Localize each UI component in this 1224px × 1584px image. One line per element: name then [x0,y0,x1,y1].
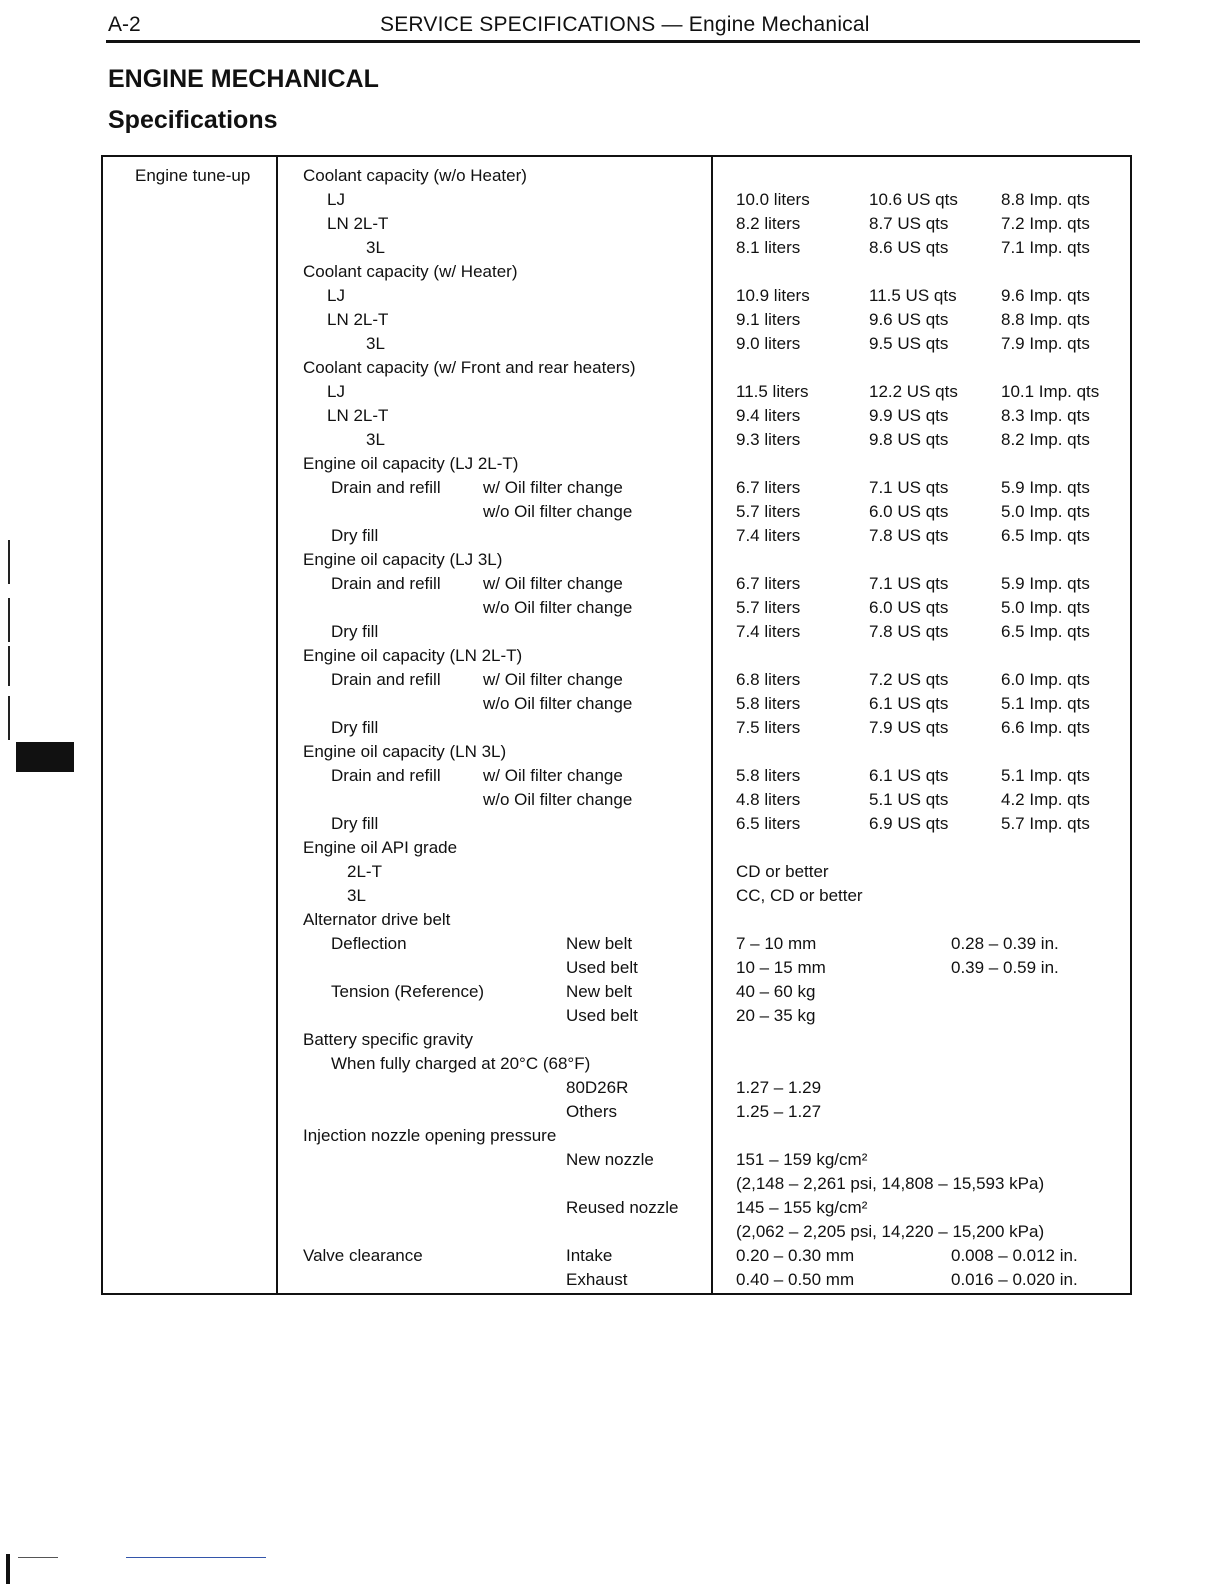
row-description: Engine oil capacity (LN 2L-T) [303,646,523,665]
row-value-metric: 5.8 liters [736,694,801,713]
row-subitem: 3L [347,886,366,905]
row-value-us: 12.2 US qts [869,382,958,401]
table-row [103,524,1130,548]
table-row [103,1124,1130,1148]
row-subitem: LN 2L-T [327,406,389,425]
table-row [103,620,1130,644]
row-value-imperial: 5.1 Imp. qts [1001,766,1090,785]
footer-mark [6,1554,10,1584]
row-description: Coolant capacity (w/ Front and rear heaters) [303,358,636,377]
table-row [103,1100,1130,1124]
row-subitem: 3L [366,430,385,449]
row-value-imperial: 4.2 Imp. qts [1001,790,1090,809]
row-value-imperial: 6.6 Imp. qts [1001,718,1090,737]
row-description: Engine oil capacity (LJ 3L) [303,550,503,569]
row-subitem: Drain and refill [331,574,441,593]
table-row [103,380,1130,404]
row-value-metric: 9.1 liters [736,310,801,329]
sub-title: Specifications [108,106,278,134]
row-value-us: 8.6 US qts [869,238,949,257]
row-subitem: Tension (Reference) [331,982,485,1001]
table-row [103,956,1130,980]
row-value-imperial: 7.1 Imp. qts [1001,238,1090,257]
row-value-inches: 0.28 – 0.39 in. [951,934,1059,953]
table-row [103,332,1130,356]
footer-rule [126,1557,266,1558]
row-note: w/o Oil filter change [483,502,633,521]
row-value-us: 7.8 US qts [869,622,949,641]
row-note: w/o Oil filter change [483,694,633,713]
row-description: Engine oil capacity (LJ 2L-T) [303,454,519,473]
row-value-metric: 6.7 liters [736,574,801,593]
row-value-metric: 8.2 liters [736,214,801,233]
margin-mark [16,742,74,772]
row-note: w/o Oil filter change [483,790,633,809]
row-subitem: Drain and refill [331,670,441,689]
row-value-us: 9.9 US qts [869,406,949,425]
table-row [103,1028,1130,1052]
row-condition: Used belt [566,1006,638,1025]
row-subitem: Drain and refill [331,478,441,497]
row-value-imperial: 8.2 Imp. qts [1001,430,1090,449]
row-value-us: 6.9 US qts [869,814,949,833]
footer-dash [18,1557,58,1558]
row-value-us: 7.9 US qts [869,718,949,737]
row-subitem: LN 2L-T [327,214,389,233]
row-value-inches: 0.016 – 0.020 in. [951,1270,1078,1289]
table-row [103,860,1130,884]
row-value-metric: 145 – 155 kg/cm² [736,1198,868,1217]
table-row [103,908,1130,932]
row-value-metric: 1.27 – 1.29 [736,1078,822,1097]
row-note: w/o Oil filter change [483,598,633,617]
table-row [103,260,1130,284]
row-description: Injection nozzle opening pressure [303,1126,557,1145]
table-row [103,788,1130,812]
row-value-imperial: 8.8 Imp. qts [1001,310,1090,329]
row-value-metric: 7.5 liters [736,718,801,737]
row-value-metric: 5.7 liters [736,502,801,521]
row-value-inches: 0.008 – 0.012 in. [951,1246,1078,1265]
table-row [103,1148,1130,1172]
row-subitem: 3L [366,238,385,257]
row-value-metric: 6.8 liters [736,670,801,689]
row-subitem: Dry fill [331,718,379,737]
row-subitem: Dry fill [331,526,379,545]
table-row [103,1172,1130,1196]
table-row [103,476,1130,500]
row-value-us: 7.8 US qts [869,526,949,545]
row-subitem: Deflection [331,934,407,953]
page-number: A-2 [108,13,141,36]
row-note: w/ Oil filter change [483,574,623,593]
table-row [103,356,1130,380]
row-value-metric: 10.9 liters [736,286,810,305]
row-value-imperial: 6.5 Imp. qts [1001,622,1090,641]
row-condition: Used belt [566,958,638,977]
row-value-imperial: 8.8 Imp. qts [1001,190,1090,209]
row-value-metric: 7.4 liters [736,622,801,641]
row-value-imperial: 10.1 Imp. qts [1001,382,1100,401]
row-value-imperial: 7.9 Imp. qts [1001,334,1090,353]
section-title: ENGINE MECHANICAL [108,65,379,93]
row-value-metric: 10 – 15 mm [736,958,826,977]
row-subitem: 3L [366,334,385,353]
row-value-us: 10.6 US qts [869,190,958,209]
table-row [103,212,1130,236]
row-value-metric: 5.8 liters [736,766,801,785]
header-rule [106,40,1140,43]
row-condition: Exhaust [566,1270,628,1289]
table-row [103,572,1130,596]
row-value-metric: 1.25 – 1.27 [736,1102,822,1121]
row-subitem: LJ [327,190,345,209]
table-row [103,644,1130,668]
page-header-title: SERVICE SPECIFICATIONS — Engine Mechanical [380,13,870,36]
row-value-metric: 6.7 liters [736,478,801,497]
table-row [103,836,1130,860]
row-value-imperial: 5.0 Imp. qts [1001,598,1090,617]
row-value-imperial: 5.0 Imp. qts [1001,502,1090,521]
margin-bar [8,598,10,642]
table-row [103,692,1130,716]
row-subitem: Dry fill [331,814,379,833]
row-value-us: 7.1 US qts [869,574,949,593]
row-description: Coolant capacity (w/ Heater) [303,262,518,281]
row-value-us: 9.5 US qts [869,334,949,353]
table-row [103,1220,1130,1244]
margin-bar [8,540,10,584]
row-value-us: 11.5 US qts [869,286,957,305]
row-value-metric: 20 – 35 kg [736,1006,816,1025]
table-row [103,452,1130,476]
row-value-us: 6.0 US qts [869,502,949,521]
table-row [103,1244,1130,1268]
row-value-metric: 151 – 159 kg/cm² [736,1150,868,1169]
row-value-metric: 7.4 liters [736,526,801,545]
row-description: Engine oil capacity (LN 3L) [303,742,507,761]
row-condition: Intake [566,1246,613,1265]
row-value-imperial: 5.1 Imp. qts [1001,694,1090,713]
table-row [103,1076,1130,1100]
table-row [103,404,1130,428]
row-value-metric: (2,148 – 2,261 psi, 14,808 – 15,593 kPa) [736,1174,1045,1193]
row-value-us: 9.8 US qts [869,430,949,449]
row-value-metric: 4.8 liters [736,790,801,809]
table-row [103,188,1130,212]
row-value-metric: 6.5 liters [736,814,801,833]
table-row [103,884,1130,908]
table-row [103,668,1130,692]
table-row [103,1004,1130,1028]
row-value-us: 9.6 US qts [869,310,949,329]
row-value-metric: 40 – 60 kg [736,982,816,1001]
row-value-metric: 7 – 10 mm [736,934,817,953]
row-value-metric: CD or better [736,862,829,881]
row-value-metric: 10.0 liters [736,190,810,209]
table-row [103,716,1130,740]
row-condition: New belt [566,934,633,953]
row-value-imperial: 9.6 Imp. qts [1001,286,1090,305]
table-row [103,764,1130,788]
table-row [103,980,1130,1004]
row-subitem: LJ [327,286,345,305]
row-value-us: 7.2 US qts [869,670,949,689]
row-value-metric: 9.0 liters [736,334,801,353]
row-description: Coolant capacity (w/o Heater) [303,166,527,185]
table-row [103,1268,1130,1292]
row-condition: New nozzle [566,1150,654,1169]
row-subitem: 2L-T [347,862,382,881]
row-condition: 80D26R [566,1078,629,1097]
row-value-us: 8.7 US qts [869,214,949,233]
row-value-inches: 0.39 – 0.59 in. [951,958,1059,977]
row-value-imperial: 5.9 Imp. qts [1001,574,1090,593]
row-value-us: 6.1 US qts [869,766,949,785]
row-description: Engine oil API grade [303,838,458,857]
table-row [103,548,1130,572]
row-value-metric: 9.4 liters [736,406,801,425]
row-value-imperial: 7.2 Imp. qts [1001,214,1090,233]
row-value-us: 6.0 US qts [869,598,949,617]
table-row [103,308,1130,332]
table-row [103,596,1130,620]
table-row [103,1196,1130,1220]
row-value-imperial: 6.0 Imp. qts [1001,670,1090,689]
row-subitem: When fully charged at 20°C (68°F) [331,1054,591,1073]
table-row [103,1052,1130,1076]
row-condition: New belt [566,982,633,1001]
margin-bar [8,696,10,740]
row-description: Valve clearance [303,1246,423,1265]
row-value-metric: 0.40 – 0.50 mm [736,1270,855,1289]
table-row [103,164,1130,188]
table-row [103,428,1130,452]
spec-table [101,155,1132,1295]
row-note: w/ Oil filter change [483,670,623,689]
row-subitem: LN 2L-T [327,310,389,329]
table-row [103,932,1130,956]
row-value-metric: 8.1 liters [736,238,801,257]
row-description: Battery specific gravity [303,1030,474,1049]
row-value-metric: 5.7 liters [736,598,801,617]
row-value-us: 6.1 US qts [869,694,949,713]
table-row [103,500,1130,524]
row-subitem: LJ [327,382,345,401]
row-value-us: 7.1 US qts [869,478,949,497]
row-value-metric: 9.3 liters [736,430,801,449]
table-row [103,740,1130,764]
table-row [103,284,1130,308]
row-description: Alternator drive belt [303,910,451,929]
row-condition: Reused nozzle [566,1198,679,1217]
row-note: w/ Oil filter change [483,478,623,497]
row-value-imperial: 5.7 Imp. qts [1001,814,1090,833]
row-value-imperial: 6.5 Imp. qts [1001,526,1090,545]
row-subitem: Dry fill [331,622,379,641]
row-note: w/ Oil filter change [483,766,623,785]
row-value-metric: (2,062 – 2,205 psi, 14,220 – 15,200 kPa) [736,1222,1045,1241]
row-value-imperial: 5.9 Imp. qts [1001,478,1090,497]
row-value-metric: 11.5 liters [736,382,809,401]
row-value-metric: CC, CD or better [736,886,863,905]
category-label: Engine tune-up [135,166,251,185]
row-value-metric: 0.20 – 0.30 mm [736,1246,855,1265]
row-value-us: 5.1 US qts [869,790,949,809]
margin-bar [8,646,10,686]
table-row [103,812,1130,836]
table-row [103,236,1130,260]
row-value-imperial: 8.3 Imp. qts [1001,406,1090,425]
row-subitem: Drain and refill [331,766,441,785]
row-condition: Others [566,1102,618,1121]
